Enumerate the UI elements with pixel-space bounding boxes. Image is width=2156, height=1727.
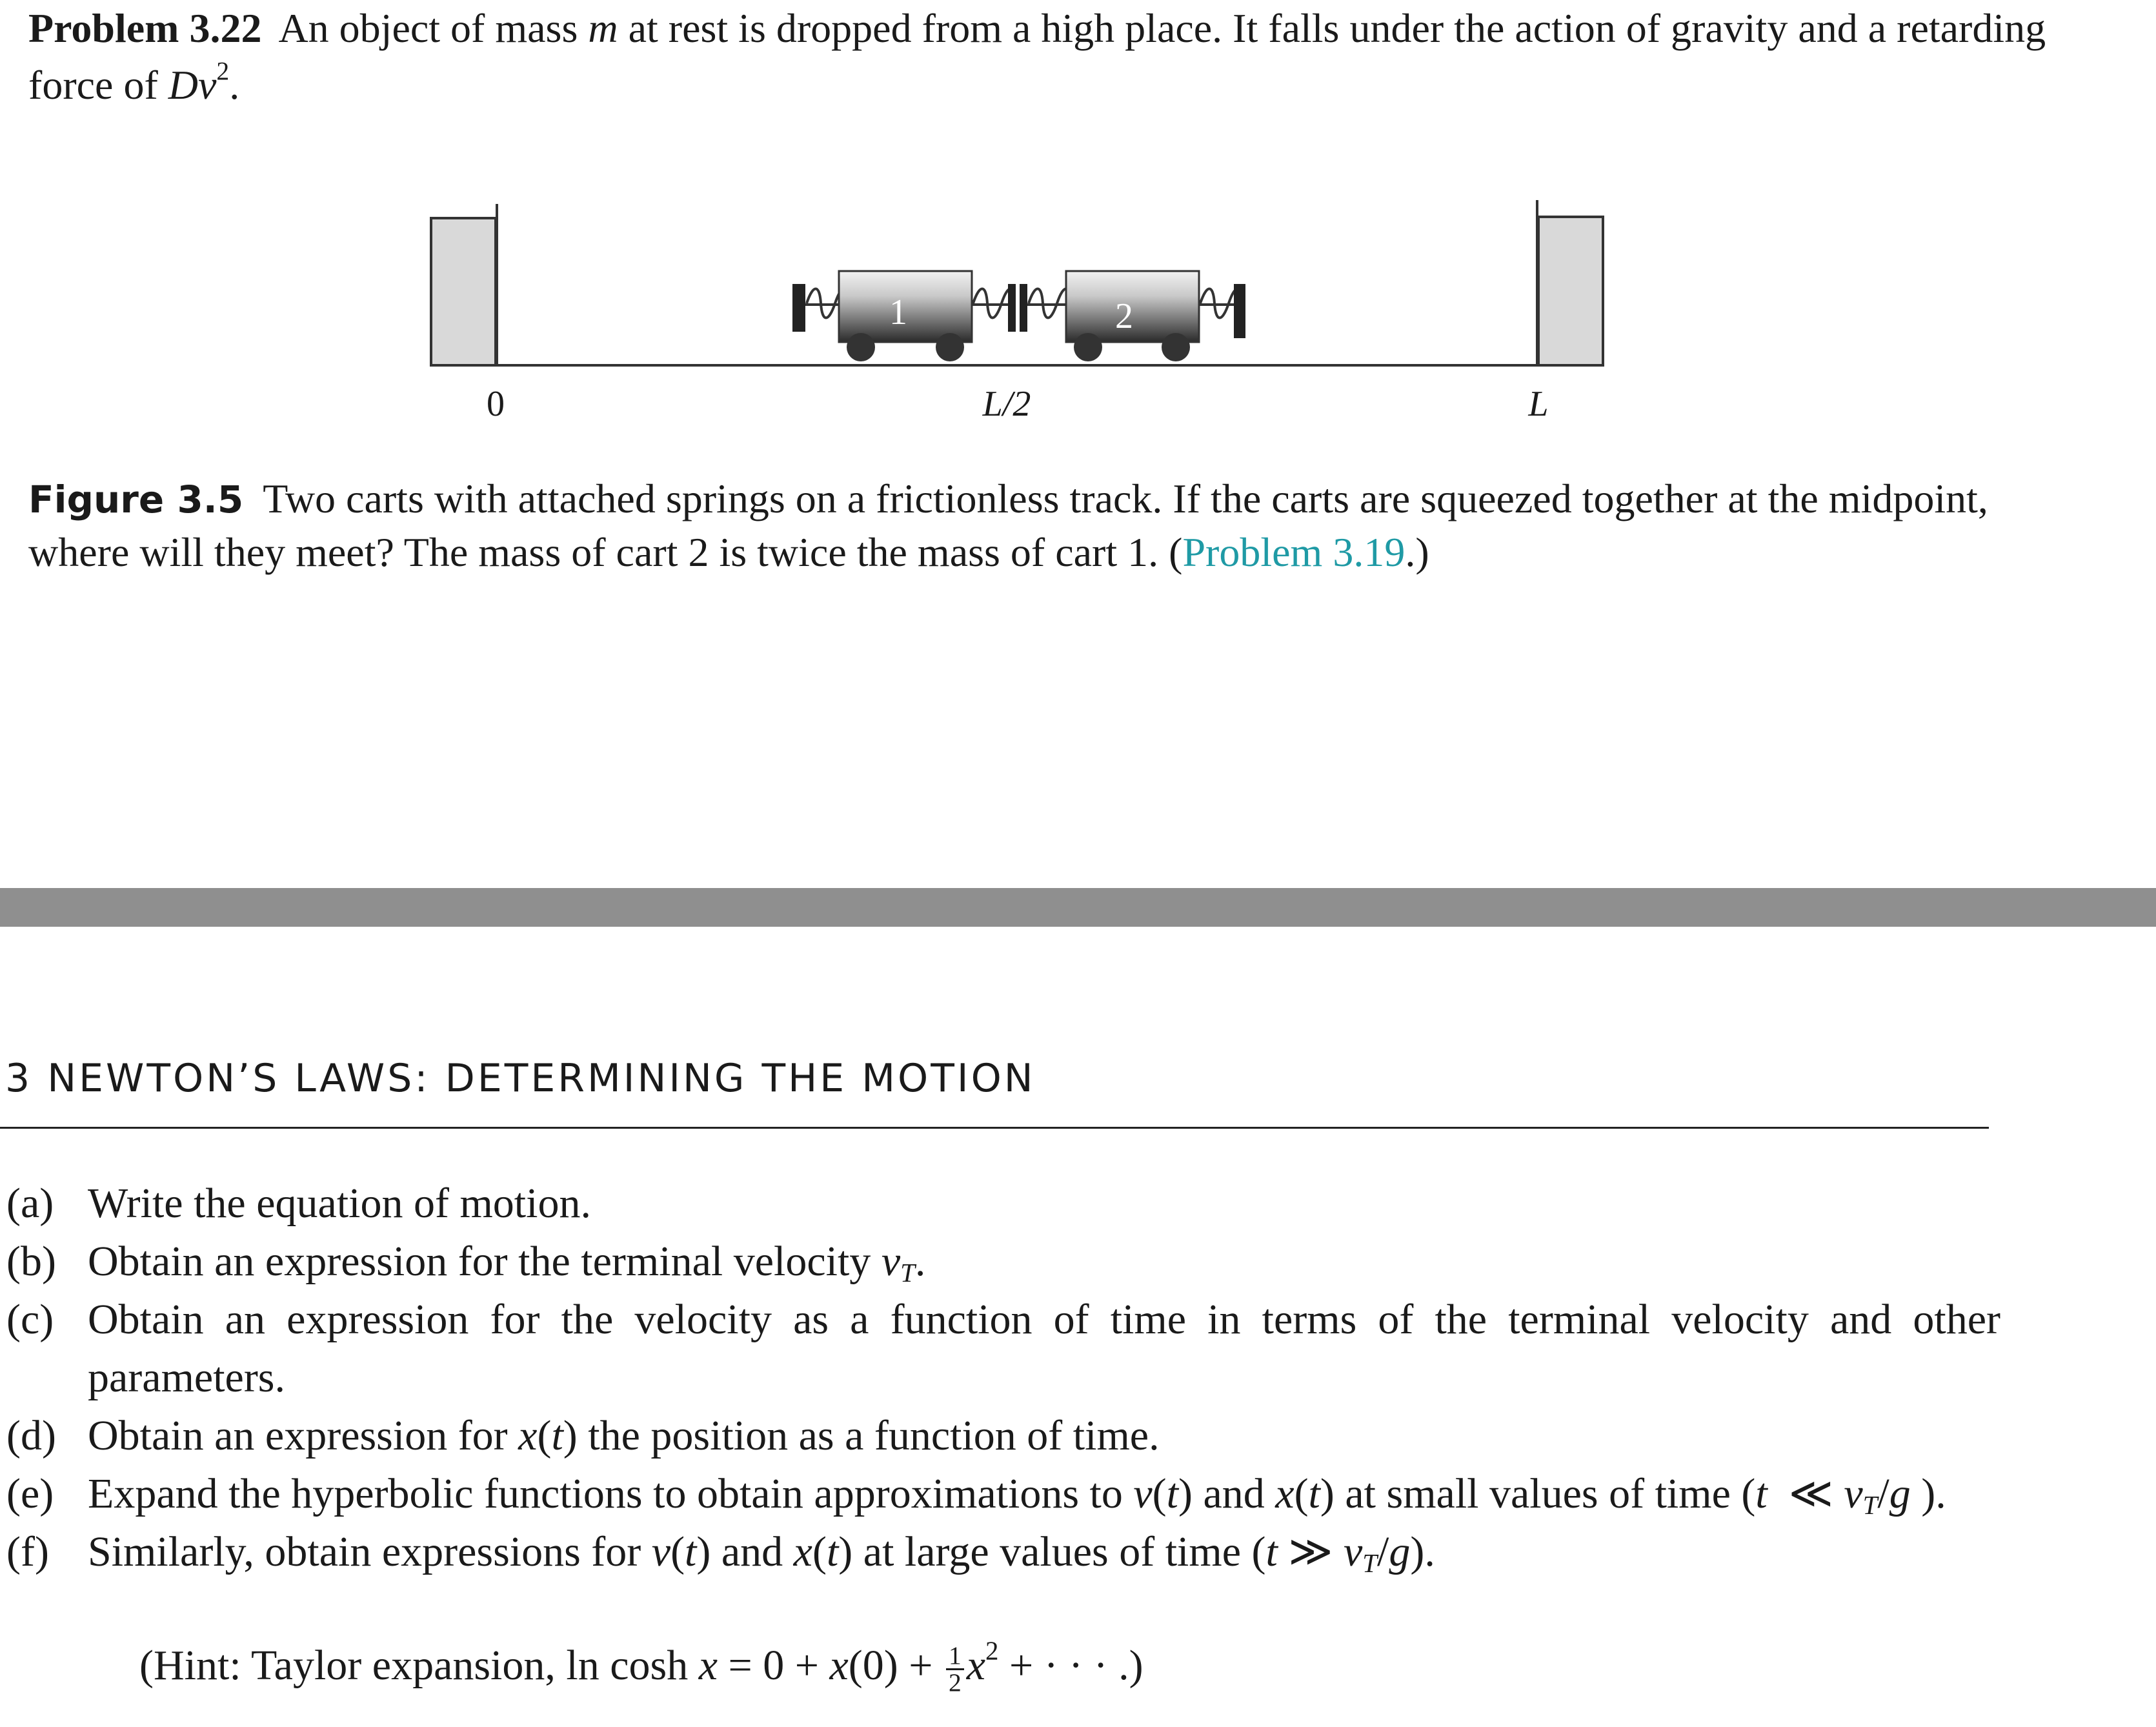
problem-parts-list (0, 1175, 2000, 1581)
cart-1-label: 1 (889, 292, 907, 332)
part-a: (a) Write the equation of motion. (6, 1180, 591, 1227)
page-divider-band (0, 888, 2156, 927)
part-b: (b) Obtain an expression for the terminal velocity $v_T$. (6, 1238, 926, 1288)
left-wall (431, 218, 496, 365)
running-head: 3 NEWTON’S LAWS: DETERMINING THE MOTION (5, 1056, 1036, 1101)
problem-label: Problem 3.22 (28, 5, 262, 51)
hint-text: (Hint: Taylor expansion, ln cosh x = 0 + x(0) + $\frac{1}{2}$ $x^2$ + · · · .) (139, 1636, 1143, 1697)
problem-text: An object of mass m at rest is dropped from a high place. It falls under the action of gravity and a retarding force of Dv$^2$. (28, 5, 2046, 108)
cart-2-wheel (1162, 333, 1190, 361)
running-head-rule (0, 1127, 1989, 1129)
cart-2-wheel (1074, 333, 1102, 361)
figure-caption-label: Figure 3.5 (28, 478, 244, 521)
part-c: (c) Obtain an expression for the velocity as a function of time in terms of the terminal velocity and other parameters. (6, 1296, 2000, 1401)
problem-link[interactable]: Problem 3.19 (1182, 529, 1405, 575)
figure-caption: Figure 3.5 Two carts with attached springs on a frictionless track. If the carts are squeezed together at the midpoint, where will they meet? The mass of cart 2 is twice the mass of cart 1. (Problem 3.19.) (28, 476, 1988, 575)
right-wall (1538, 217, 1603, 365)
axis-label-midpoint: L/2 (982, 384, 1031, 424)
cart-2-label: 2 (1115, 296, 1133, 336)
fraction-one-half: $\frac{1}{2}$ (946, 1643, 964, 1696)
part-f: (f) Similarly, obtain expressions for v(t) and x(t) at large values of time (t ≫ $v_T/g$). (6, 1528, 1435, 1579)
part-e: (e) Expand the hyperbolic functions to obtain approximations to v(t) and x(t) at small values of time (t ≪ $v_T/g$ ). (6, 1470, 1946, 1520)
cart-1-wheel (936, 333, 964, 361)
figure-carts-track (0, 0, 2156, 452)
axis-label-zero: 0 (487, 384, 505, 424)
cart-1-wheel (847, 333, 875, 361)
part-d: (d) Obtain an expression for x(t) the position as a function of time. (6, 1412, 1160, 1459)
axis-label-end: L (1528, 384, 1549, 424)
cart-2-left-spring (1027, 289, 1070, 318)
figure-caption-text: Two carts with attached springs on a frictionless track. If the carts are squeezed together at the midpoint, where will they meet? The mass of cart 2 is twice the mass of cart 1. ( (28, 476, 1988, 575)
